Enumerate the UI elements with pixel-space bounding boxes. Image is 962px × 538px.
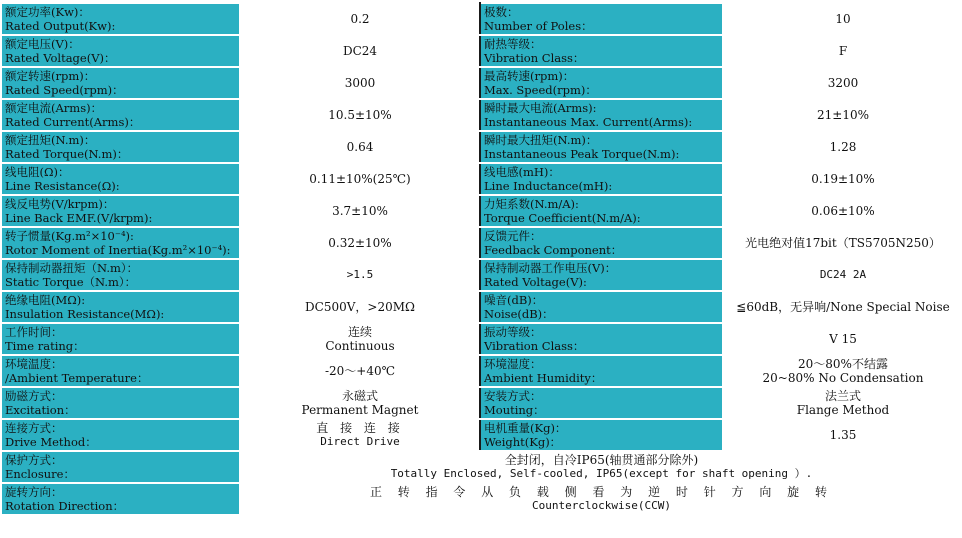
left-label-line-2: Drive Method：	[5, 435, 97, 449]
right-value-line-1: 光电绝对值17bit（TS5705N250）	[745, 236, 941, 250]
enclosure-row-label-line-2: Enclosure：	[5, 467, 75, 481]
right-label-line-1: 保持制动器工作电压(V)：	[484, 261, 617, 275]
right-value-line-1: ≦60dB，无异响/None Special Noise	[736, 300, 950, 314]
right-label-line-2: Mouting：	[484, 403, 545, 417]
right-label-line-1: 噪音(dB)：	[484, 293, 544, 307]
left-label-line-2: Rated Voltage(V)：	[5, 51, 116, 65]
rotation-row-value	[240, 483, 962, 515]
rotation-row	[1, 483, 962, 515]
left-value-line-1: 0.11±10%(25℃)	[309, 172, 411, 186]
rotation-row-label-line-1: 旋转方向：	[5, 485, 63, 499]
left-value	[240, 131, 480, 163]
right-label-line-1: 瞬时最大电流(Arms):	[484, 101, 597, 115]
right-value	[723, 259, 962, 291]
right-label-line-2: Rated Voltage(V):	[484, 275, 587, 289]
right-value	[723, 387, 962, 419]
right-label-line-1: 最高转速(rpm)：	[484, 69, 575, 83]
left-value	[240, 291, 480, 323]
left-label-line-2: /Ambient Temperature：	[5, 371, 149, 385]
left-label-line-1: 工作时间：	[5, 325, 63, 339]
right-label	[480, 131, 723, 163]
right-value-line-1: 20～80%不结露	[798, 357, 888, 371]
spec-row	[1, 355, 962, 387]
left-value-line-2: Direct Drive	[320, 435, 400, 448]
left-value-line-1: 0.64	[346, 140, 374, 154]
left-value-line-1: >1.5	[346, 268, 374, 281]
right-label	[480, 259, 723, 291]
left-label-line-1: 线反电势(V/krpm)：	[5, 197, 115, 211]
right-value	[723, 99, 962, 131]
left-label	[1, 163, 240, 195]
right-value	[723, 291, 962, 323]
rotation-row-label-line-2: Rotation Direction：	[5, 499, 125, 513]
left-label-line-1: 环境温度：	[5, 357, 63, 371]
enclosure-row-label-line-1: 保护方式：	[5, 453, 63, 467]
left-label-line-1: 励磁方式：	[5, 389, 63, 403]
enclosure-row-value-line-2: Totally Enclosed, Self-cooled, IP65(except for shaft opening ）.	[390, 467, 813, 480]
rotation-row-label	[1, 483, 240, 515]
spec-row	[1, 323, 962, 355]
left-value-line-1: 3.7±10%	[332, 204, 388, 218]
left-value-line-2: Permanent Magnet	[301, 403, 419, 417]
right-label-line-1: 极数：	[484, 5, 519, 19]
left-label	[1, 323, 240, 355]
left-label	[1, 419, 240, 451]
left-value	[240, 35, 480, 67]
enclosure-row-value-line-1: 全封闭，自冷IP65(轴贯通部分除外)	[504, 453, 699, 467]
right-label-line-2: Ambient Humidity：	[484, 371, 603, 385]
right-label-line-2: Feedback Component：	[484, 243, 623, 257]
right-label-line-2: Torque Coefficient(N.m/A):	[484, 211, 641, 225]
spec-row	[1, 163, 962, 195]
right-label	[480, 227, 723, 259]
left-value	[240, 163, 480, 195]
left-value	[240, 259, 480, 291]
left-label-line-2: Rated Speed(rpm)：	[5, 83, 124, 97]
left-label	[1, 67, 240, 99]
rotation-row-value-line-1: 正 转 指 令 从 负 载 侧 看 为 逆 时 针 方 向 旋 转	[369, 485, 834, 499]
spec-row	[1, 291, 962, 323]
right-value-line-2: 20~80% No Condensation	[762, 371, 924, 385]
right-label-line-2: Instantaneous Peak Torque(N.m):	[484, 147, 680, 161]
left-label-line-1: 额定电压(V)：	[5, 37, 80, 51]
right-value-line-1: 1.35	[829, 428, 857, 442]
left-label	[1, 227, 240, 259]
right-value-line-1: V 15	[829, 332, 857, 346]
right-label	[480, 35, 723, 67]
right-label-line-1: 反馈元件：	[484, 229, 542, 243]
spec-row	[1, 419, 962, 451]
spec-table	[0, 2, 962, 516]
right-label-line-2: Max. Speed(rpm)：	[484, 83, 597, 97]
left-label-line-2: Rated Output(Kw):	[5, 19, 116, 33]
right-label	[480, 195, 723, 227]
left-label	[1, 35, 240, 67]
right-label-line-1: 耐热等级：	[484, 37, 542, 51]
right-value	[723, 3, 962, 35]
left-value	[240, 227, 480, 259]
left-label	[1, 131, 240, 163]
right-label	[480, 67, 723, 99]
left-label-line-1: 保持制动器扭矩（N.m）：	[5, 261, 139, 275]
right-value	[723, 227, 962, 259]
left-label-line-1: 转子惯量(Kg.m²×10⁻⁴):	[5, 229, 134, 243]
left-label-line-2: Line Resistance(Ω):	[5, 179, 120, 193]
right-label	[480, 291, 723, 323]
left-label-line-1: 额定扭矩(N.m)：	[5, 133, 96, 147]
left-label-line-1: 连接方式：	[5, 421, 63, 435]
right-value-line-1: 0.06±10%	[811, 204, 875, 218]
left-value-line-1: DC24	[342, 44, 378, 58]
right-value-line-2: Flange Method	[796, 403, 890, 417]
spec-row	[1, 99, 962, 131]
left-label-line-2: Rated Current(Arms)：	[5, 115, 141, 129]
right-label	[480, 163, 723, 195]
left-label	[1, 195, 240, 227]
left-value-line-1: 3000	[344, 76, 376, 90]
left-label-line-1: 额定转速(rpm)：	[5, 69, 96, 83]
right-value	[723, 323, 962, 355]
left-value-line-2: Continuous	[325, 339, 395, 353]
left-label-line-2: Line Back EMF.(V/krpm):	[5, 211, 153, 225]
right-value	[723, 163, 962, 195]
right-label-line-1: 力矩系数(N.m/A):	[484, 197, 579, 211]
right-label-line-2: Number of Poles：	[484, 19, 593, 33]
spec-row	[1, 259, 962, 291]
right-label-line-1: 电机重量(Kg)：	[484, 421, 567, 435]
left-value	[240, 99, 480, 131]
right-label-line-2: Vibration Class：	[484, 339, 585, 353]
left-value	[240, 195, 480, 227]
left-label	[1, 3, 240, 35]
left-label-line-1: 绝缘电阻(MΩ):	[5, 293, 86, 307]
left-label-line-2: Rotor Moment of Inertia(Kg.m²×10⁻⁴):	[5, 243, 231, 257]
right-label	[480, 99, 723, 131]
right-label	[480, 323, 723, 355]
spec-row	[1, 67, 962, 99]
left-label-line-2: Excitation：	[5, 403, 76, 417]
right-label-line-2: Instantaneous Max. Current(Arms):	[484, 115, 693, 129]
left-value	[240, 323, 480, 355]
left-value-line-1: 0.32±10%	[328, 236, 392, 250]
right-value-line-1: F	[838, 44, 848, 58]
right-value-line-1: 21±10%	[817, 108, 869, 122]
right-value-line-1: 3200	[827, 76, 859, 90]
right-value	[723, 131, 962, 163]
right-label-line-1: 瞬时最大扭矩(N.m)：	[484, 133, 598, 147]
left-value	[240, 67, 480, 99]
right-label-line-1: 线电感(mH)：	[484, 165, 560, 179]
left-value	[240, 355, 480, 387]
right-value	[723, 35, 962, 67]
left-label-line-2: Insulation Resistance(MΩ):	[5, 307, 165, 321]
right-value-line-1: 法兰式	[824, 389, 861, 403]
right-label-line-1: 安装方式：	[484, 389, 542, 403]
right-label	[480, 387, 723, 419]
left-value-line-1: 0.2	[350, 12, 370, 26]
right-value	[723, 355, 962, 387]
right-label	[480, 3, 723, 35]
left-label-line-1: 额定电流(Arms)：	[5, 101, 103, 115]
right-value-line-1: 10	[835, 12, 851, 26]
left-label	[1, 387, 240, 419]
enclosure-row-label	[1, 451, 240, 483]
right-value	[723, 195, 962, 227]
right-label-line-2: Vibration Class：	[484, 51, 585, 65]
right-label	[480, 419, 723, 451]
spec-table-body	[1, 3, 962, 515]
right-label-line-2: Noise(dB)：	[484, 307, 554, 321]
right-label-line-2: Line Inductance(mH):	[484, 179, 613, 193]
rotation-row-value-line-2: Counterclockwise(CCW)	[531, 499, 672, 512]
right-label	[480, 355, 723, 387]
spec-row	[1, 195, 962, 227]
left-label-line-1: 线电阻(Ω)：	[5, 165, 70, 179]
spec-row	[1, 227, 962, 259]
right-value-line-1: 1.28	[829, 140, 857, 154]
left-value	[240, 387, 480, 419]
right-label-line-1: 环境湿度：	[484, 357, 542, 371]
left-value	[240, 419, 480, 451]
spec-row	[1, 3, 962, 35]
spec-row	[1, 131, 962, 163]
left-value-line-1: -20～+40℃	[324, 364, 396, 378]
right-value	[723, 419, 962, 451]
left-label	[1, 291, 240, 323]
left-label-line-2: Rated Torque(N.m)：	[5, 147, 129, 161]
right-label-line-2: Weight(Kg)：	[484, 435, 562, 449]
left-label	[1, 355, 240, 387]
left-value-line-1: 直 接 连 接	[316, 421, 404, 435]
left-label-line-2: Static Torque（N.m）：	[5, 275, 137, 289]
left-value-line-1: 连续	[347, 325, 372, 339]
left-label	[1, 99, 240, 131]
left-value	[240, 3, 480, 35]
right-label-line-1: 振动等级：	[484, 325, 542, 339]
left-label	[1, 259, 240, 291]
spec-row	[1, 35, 962, 67]
left-label-line-1: 额定功率(Kw)：	[5, 5, 90, 19]
right-value-line-1: DC24 2A	[819, 268, 867, 281]
left-value-line-1: 10.5±10%	[328, 108, 392, 122]
spec-row	[1, 387, 962, 419]
left-value-line-1: 永磁式	[341, 389, 378, 403]
left-value-line-1: DC500V，>20MΩ	[305, 300, 415, 314]
right-value	[723, 67, 962, 99]
enclosure-row-value	[240, 451, 962, 483]
right-value-line-1: 0.19±10%	[811, 172, 875, 186]
left-label-line-2: Time rating：	[5, 339, 85, 353]
enclosure-row	[1, 451, 962, 483]
